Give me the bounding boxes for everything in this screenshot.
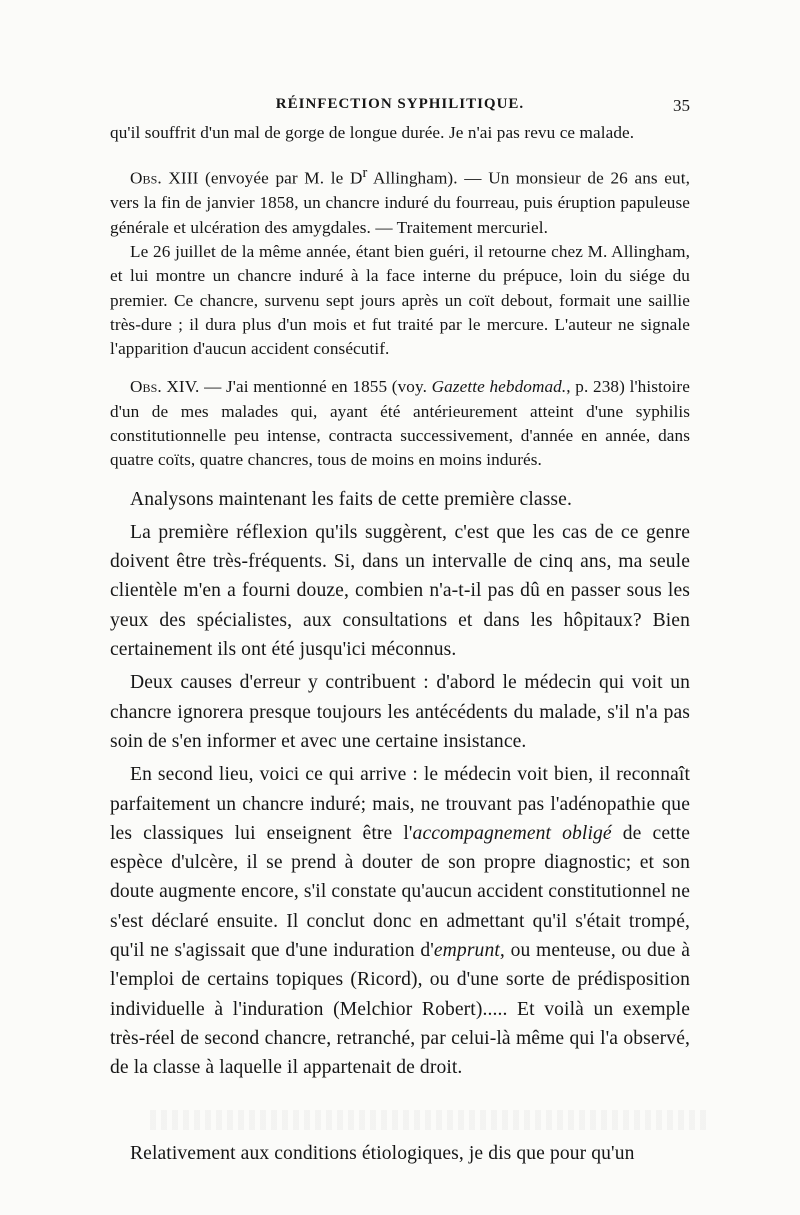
paragraph-second-place: En second lieu, voici ce qui arrive : le médecin voit bien, il reconnaît parfaitement un chancre induré; mais, ne trouvant pas l'adénopathie que les classiques lui enseignent être l'accompagnement obligé de cette espèce d'ulcère, il se prend à douter de son propre diagnostic; et son doute augmente encore, s'il constate qu'aucun accident constitutionnel ne s'est déclaré ensuite. Il conclut donc en admettant qu'il s'était trompé, qu'il ne s'agissait que d'une induration d'emprunt, ou menteuse, ou due à l'emploi de certains topiques (Ricord), ou d'une sorte de prédisposition individuelle à l'induration (Melchior Robert)..... Et voilà un exemple très-réel de second chancre, retranché, par celui-là même qui l'a observé, de la classe à laquelle il appartenait de droit. (110, 764, 690, 1079)
running-title: RÉINFECTION SYPHILITIQUE. (275, 96, 525, 112)
paragraph-analysis: Analysons maintenant les faits de cette première classe. (130, 488, 572, 510)
bleed-through-shadow (150, 1110, 710, 1130)
page-number: 35 (673, 96, 690, 115)
paragraph-continuation: qu'il souffrit d'un mal de gorge de longue durée. Je n'ai pas revu ce malade. (110, 123, 635, 142)
italic-word: emprunt, (433, 940, 505, 962)
observation-label: Obs. XIII (130, 169, 199, 189)
observation-xiii-continued: Le 26 juillet de la même année, étant bien guéri, il retourne chez M. Allingham, et lui montre un chancre induré à la face interne du prépuce, loin du siége du premier. Ce chancre, survenu sept jours après un coït debout, formait une saillie très-dure ; il dura plus d'un mois et fut traité par le mercure. L'auteur ne signale l'apparition d'aucun accident consécutif. (110, 241, 690, 359)
page-body-end (110, 1139, 690, 1168)
page-body (110, 121, 690, 1083)
observation-xiii: Obs. XIII (envoyée par M. le $D^r$ Allingham). — Un monsieur de 26 ans eut, vers la fin de janvier 1858, un chancre induré du fourreau, puis éruption papuleuse générale et ulcération des amygdales. — Traitement mercuriel. (110, 165, 691, 237)
italic-phrase: accompagnement obligé (412, 822, 612, 844)
paragraph-two-causes: Deux causes d'erreur y contribuent : d'abord le médecin qui voit un chancre ignorera presque toujours les antécédents du malade, s'il n'a pas soin de s'en informer et avec une certaine insistance. (110, 672, 690, 752)
paragraph-first-reflection: La première réflexion qu'ils suggèrent, c'est que les cas de ce genre doivent être très-fréquents. Si, dans un intervalle de cinq ans, ma seule clientèle m'en a fourni douze, combien n'a-t-il pas dû en passer sous les yeux des spécialistes, aux consultations et dans les hôpitaux? Bien certainement ils ont été jusqu'ici méconnus. (110, 521, 690, 661)
observation-label: Obs. XIV. (130, 377, 200, 397)
paragraph-etiological: Relativement aux conditions étiologiques, je dis que pour qu'un (130, 1143, 635, 1164)
page-header (110, 96, 690, 120)
observation-xiv: Obs. XIV. — J'ai mentionné en 1855 (voy. Gazette hebdomad., p. 238) l'histoire d'un de mes malades qui, ayant été antérieurement atteint d'une syphilis constitutionnelle peu intense, contracta successivement, d'année en année, dans quatre coïts, quatre chancres, tous de moins en moins indurés. (110, 377, 690, 470)
journal-title: Gazette hebdomad. (431, 377, 567, 397)
superscript: r (362, 165, 368, 182)
